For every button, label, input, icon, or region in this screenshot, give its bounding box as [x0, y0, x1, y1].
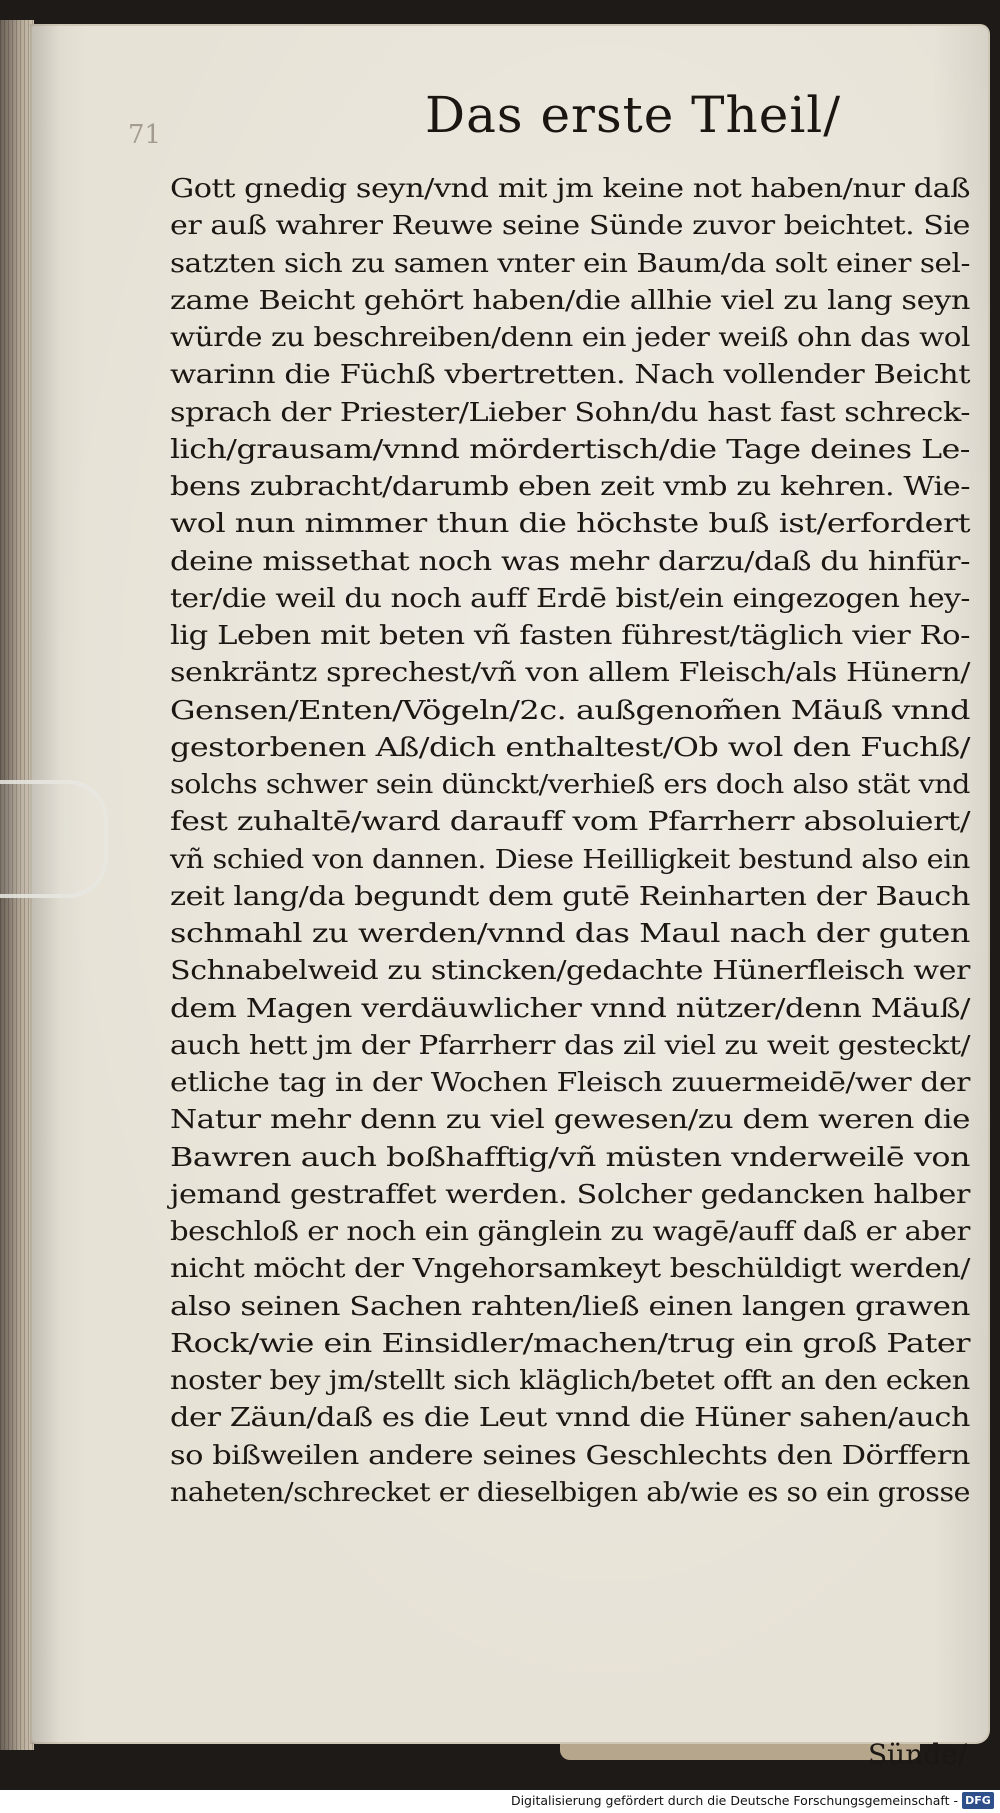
text-line: Schnabelweid zu stincken/gedachte Hünerfleisch wer: [170, 955, 971, 987]
text-line: solchs schwer sein dünckt/verhieß ers doch also stät vnd: [170, 769, 970, 800]
text-line: nicht möcht der Vngehorsamkeyt beschüldigt werden/: [170, 1253, 970, 1285]
text-line: beschloß er noch ein gänglein zu wagē/auff daß er aber: [170, 1216, 971, 1247]
text-line: senkräntz sprechest/vñ von allem Fleisch/als Hünern/: [170, 657, 971, 689]
text-line: satzten sich zu samen vnter ein Baum/da solt einer sel-: [170, 247, 971, 279]
text-line: etliche tag in der Wochen Fleisch zuuermeidē/wer der: [170, 1067, 971, 1098]
text-line: Rock/wie ein Einsidler/machen/trug ein groß Pater: [170, 1327, 971, 1359]
page-clip: [0, 780, 108, 898]
text-line: zame Beicht gehört haben/die allhie viel zu lang seyn: [170, 284, 971, 316]
text-line: schmahl zu werden/vnnd das Maul nach der guten: [170, 918, 970, 949]
text-line: Natur mehr denn zu viel gewesen/zu dem weren die: [170, 1104, 971, 1136]
text-line: warinn die Füchß vbertretten. Nach vollender Beicht: [170, 359, 971, 391]
text-line: wol nun nimmer thun die höchste buß ist/erfordert: [170, 508, 971, 540]
text-line: ter/die weil du noch auff Erdē bist/ein eingezogen hey-: [170, 582, 970, 614]
footer-bar: [0, 1790, 1000, 1813]
text-line: der Zäun/daß es die Leut vnnd die Hüner sahen/auch: [170, 1402, 971, 1434]
text-line: bens zubracht/darumb eben zeit vmb zu kehren. Wie-: [170, 471, 971, 502]
body-text: [170, 170, 1000, 1511]
running-head: Das erste Theil/: [425, 86, 842, 144]
text-line: fest zuhaltē/ward darauff vom Pfarrherr absoluiert/: [170, 806, 971, 838]
catchword: Sünde/: [868, 1738, 968, 1771]
text-line: zeit lang/da begundt dem gutē Reinharten der Bauch: [170, 880, 970, 912]
text-line: vñ schied von dannen. Diese Heilligkeit bestund also ein: [170, 843, 970, 875]
text-line: er auß wahrer Reuwe seine Sünde zuvor beichtet. Sie: [170, 210, 971, 242]
text-line: lich/grausam/vnnd mördertisch/die Tage deines Le-: [170, 433, 970, 465]
text-line: dem Magen verdäuwlicher vnnd nützer/denn Mäuß/: [170, 992, 970, 1024]
text-line: lig Leben mit beten vñ fasten führest/täglich vier Ro-: [170, 620, 971, 651]
text-line: deine missethat noch was mehr darzu/daß du hinfür-: [170, 545, 971, 577]
text-line: also seinen Sachen rahten/ließ einen langen grawen: [170, 1290, 971, 1322]
text-line: naheten/schrecket er dieselbigen ab/wie es so ein grosse: [170, 1476, 971, 1508]
text-line: jemand gestraffet werden. Solcher gedancken halber: [170, 1178, 970, 1210]
text-line: Gensen/Enten/Vögeln/2c. außgenom̃en Mäuß vnnd: [170, 694, 971, 726]
text-line: noster bey jm/stellt sich kläglich/betet offt an den ecken: [170, 1365, 970, 1396]
text-line: so bißweilen andere seines Geschlechts den Dörffern: [170, 1439, 970, 1471]
text-line: sprach der Priester/Lieber Sohn/du hast fast schreck-: [170, 396, 970, 428]
dfg-logo-icon: DFG: [962, 1792, 994, 1809]
page-number: 71: [128, 120, 162, 150]
text-line: Bawren auch boßhafftig/vñ müsten vnderweilē von: [170, 1141, 971, 1173]
footer-credit: Digitalisierung gefördert durch die Deutsche Forschungsgemeinschaft -: [510, 1793, 958, 1808]
text-line: auch hett jm der Pfarrherr das zil viel zu weit gesteckt/: [170, 1029, 971, 1061]
text-line: gestorbenen Aß/dich enthaltest/Ob wol den Fuchß/: [170, 731, 971, 763]
text-line: Gott gnedig seyn/vnd mit jm keine not haben/nur daß: [170, 173, 971, 204]
text-line: würde zu beschreiben/denn ein jeder weiß ohn das wol: [170, 322, 971, 353]
